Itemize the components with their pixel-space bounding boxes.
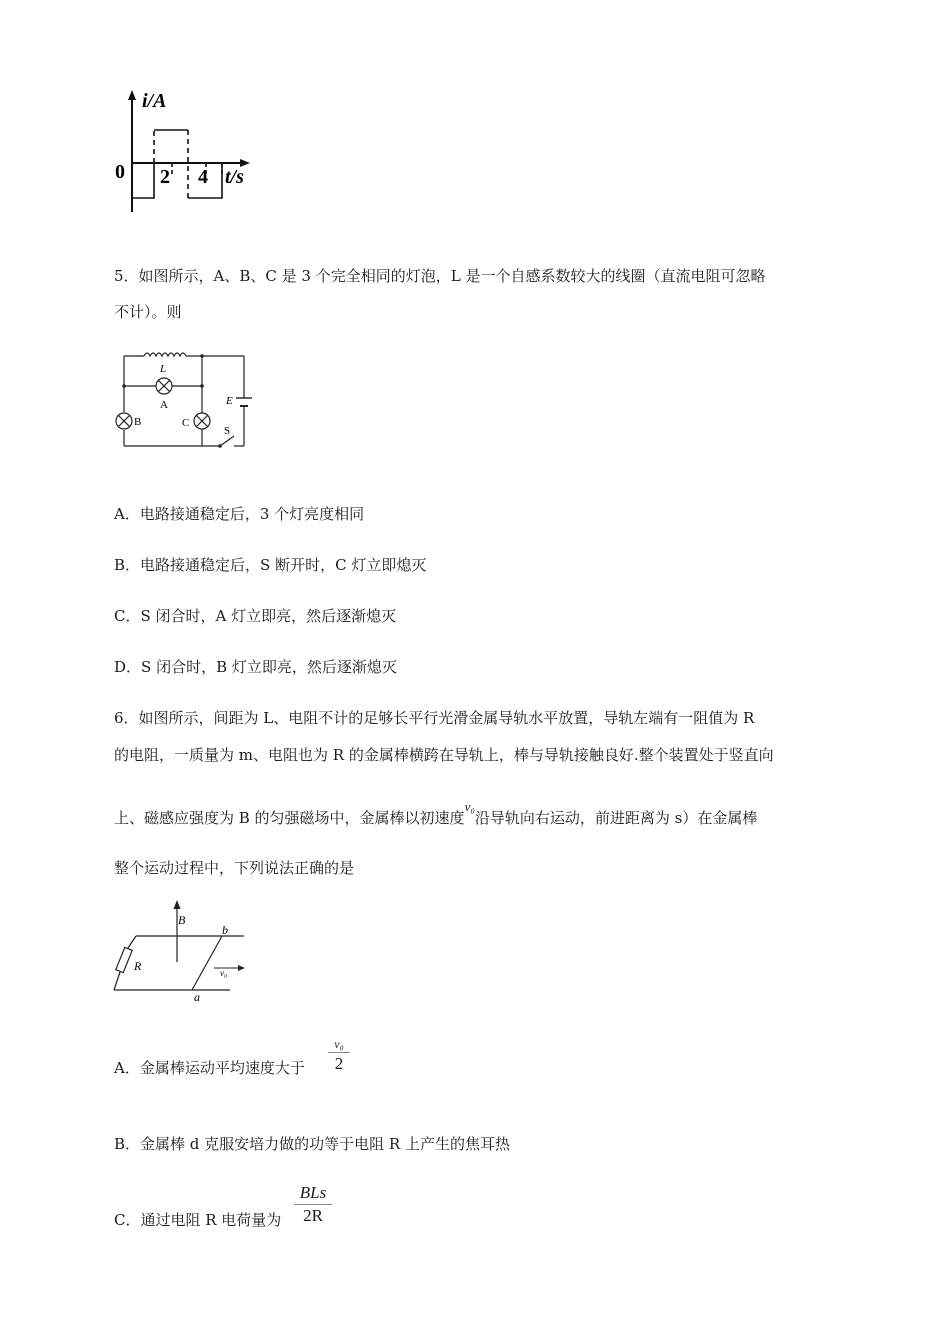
lamp-a [156,378,172,394]
q5-option-a: A．电路接通稳定后，3 个灯亮度相同 [114,505,365,523]
origin-label: 0 [115,161,125,183]
q5-option-c: C．S 闭合时，A 灯立即亮，然后逐渐熄灭 [114,607,397,625]
label-a-point: a [194,990,200,1004]
label-l: L [160,363,167,375]
q6-option-a-fraction [328,1036,350,1075]
inductor-coil [144,353,186,356]
q6-option-c: C．通过电阻 R 电荷量为 [114,1211,282,1229]
q6-stem-line3-post: 沿导轨向右运动，前进距离为 s）在金属棒 [474,809,758,827]
q6-stem-line3-pre: 上、磁感应强度为 B 的匀强磁场中，金属棒以初速度 [114,809,465,827]
lamp-b [116,413,132,429]
q6-stem-line2: 的电阻，一质量为 m、电阻也为 R 的金属棒横跨在导轨上，棒与导轨接触良好.整个装置处于竖直向 [114,746,774,764]
tick-label-2: 2 [160,166,170,188]
q6-option-a: A．金属棒运动平均速度大于 [114,1059,305,1077]
current-time-graph [110,86,270,222]
metal-rod [192,936,222,990]
label-e: E [226,395,233,407]
x-axis-label: t/s [225,166,244,188]
q6-stem-line4: 整个运动过程中，下列说法正确的是 [114,859,355,877]
y-axis-label: i/A [142,90,167,112]
q6-option-b: B．金属棒 d 克服安培力做的功等于电阻 R 上产生的焦耳热 [114,1135,510,1153]
lamp-c [194,413,210,429]
q5-option-b: B．电路接通稳定后，S 断开时，C 灯立即熄灭 [114,556,427,574]
fraction-numerator: BLs [294,1182,332,1205]
label-r: R [134,959,142,973]
fraction-numerator: v₀ [328,1036,350,1053]
label-b-point: b [222,923,228,937]
q6-rail-diagram [110,898,260,1004]
label-b: B [134,416,142,428]
resistor-r [116,947,132,972]
q5-circuit-diagram [112,346,252,452]
q5-stem-line2: 不计）。则 [114,303,182,321]
label-a: A [160,399,168,411]
label-s: S [224,425,231,437]
tick-label-4: 4 [198,166,208,188]
switch-s [220,436,234,446]
label-v0: v₀ [220,968,228,978]
label-c: C [182,417,190,429]
q5-stem-line1: 5．如图所示，A、B、C 是 3 个完全相同的灯泡，L 是一个自感系数较大的线圈（直流电阻可忽略 [114,267,766,285]
pulse-negative-1 [132,163,154,198]
fraction-denominator: 2R [303,1206,323,1225]
label-b-field: B [178,913,186,927]
q5-option-d: D．S 闭合时，B 灯立即亮，然后逐渐熄灭 [114,658,397,676]
q6-stem-v0: v₀ [464,799,475,814]
fraction-denominator: 2 [334,1054,344,1073]
q6-stem-line1: 6．如图所示，间距为 L、电阻不计的足够长平行光滑金属导轨水平放置，导轨左端有一阻值为 R [114,709,755,727]
y-axis-arrow [128,90,136,100]
q6-stem-line3 [114,799,758,829]
q6-option-c-fraction [294,1182,332,1227]
